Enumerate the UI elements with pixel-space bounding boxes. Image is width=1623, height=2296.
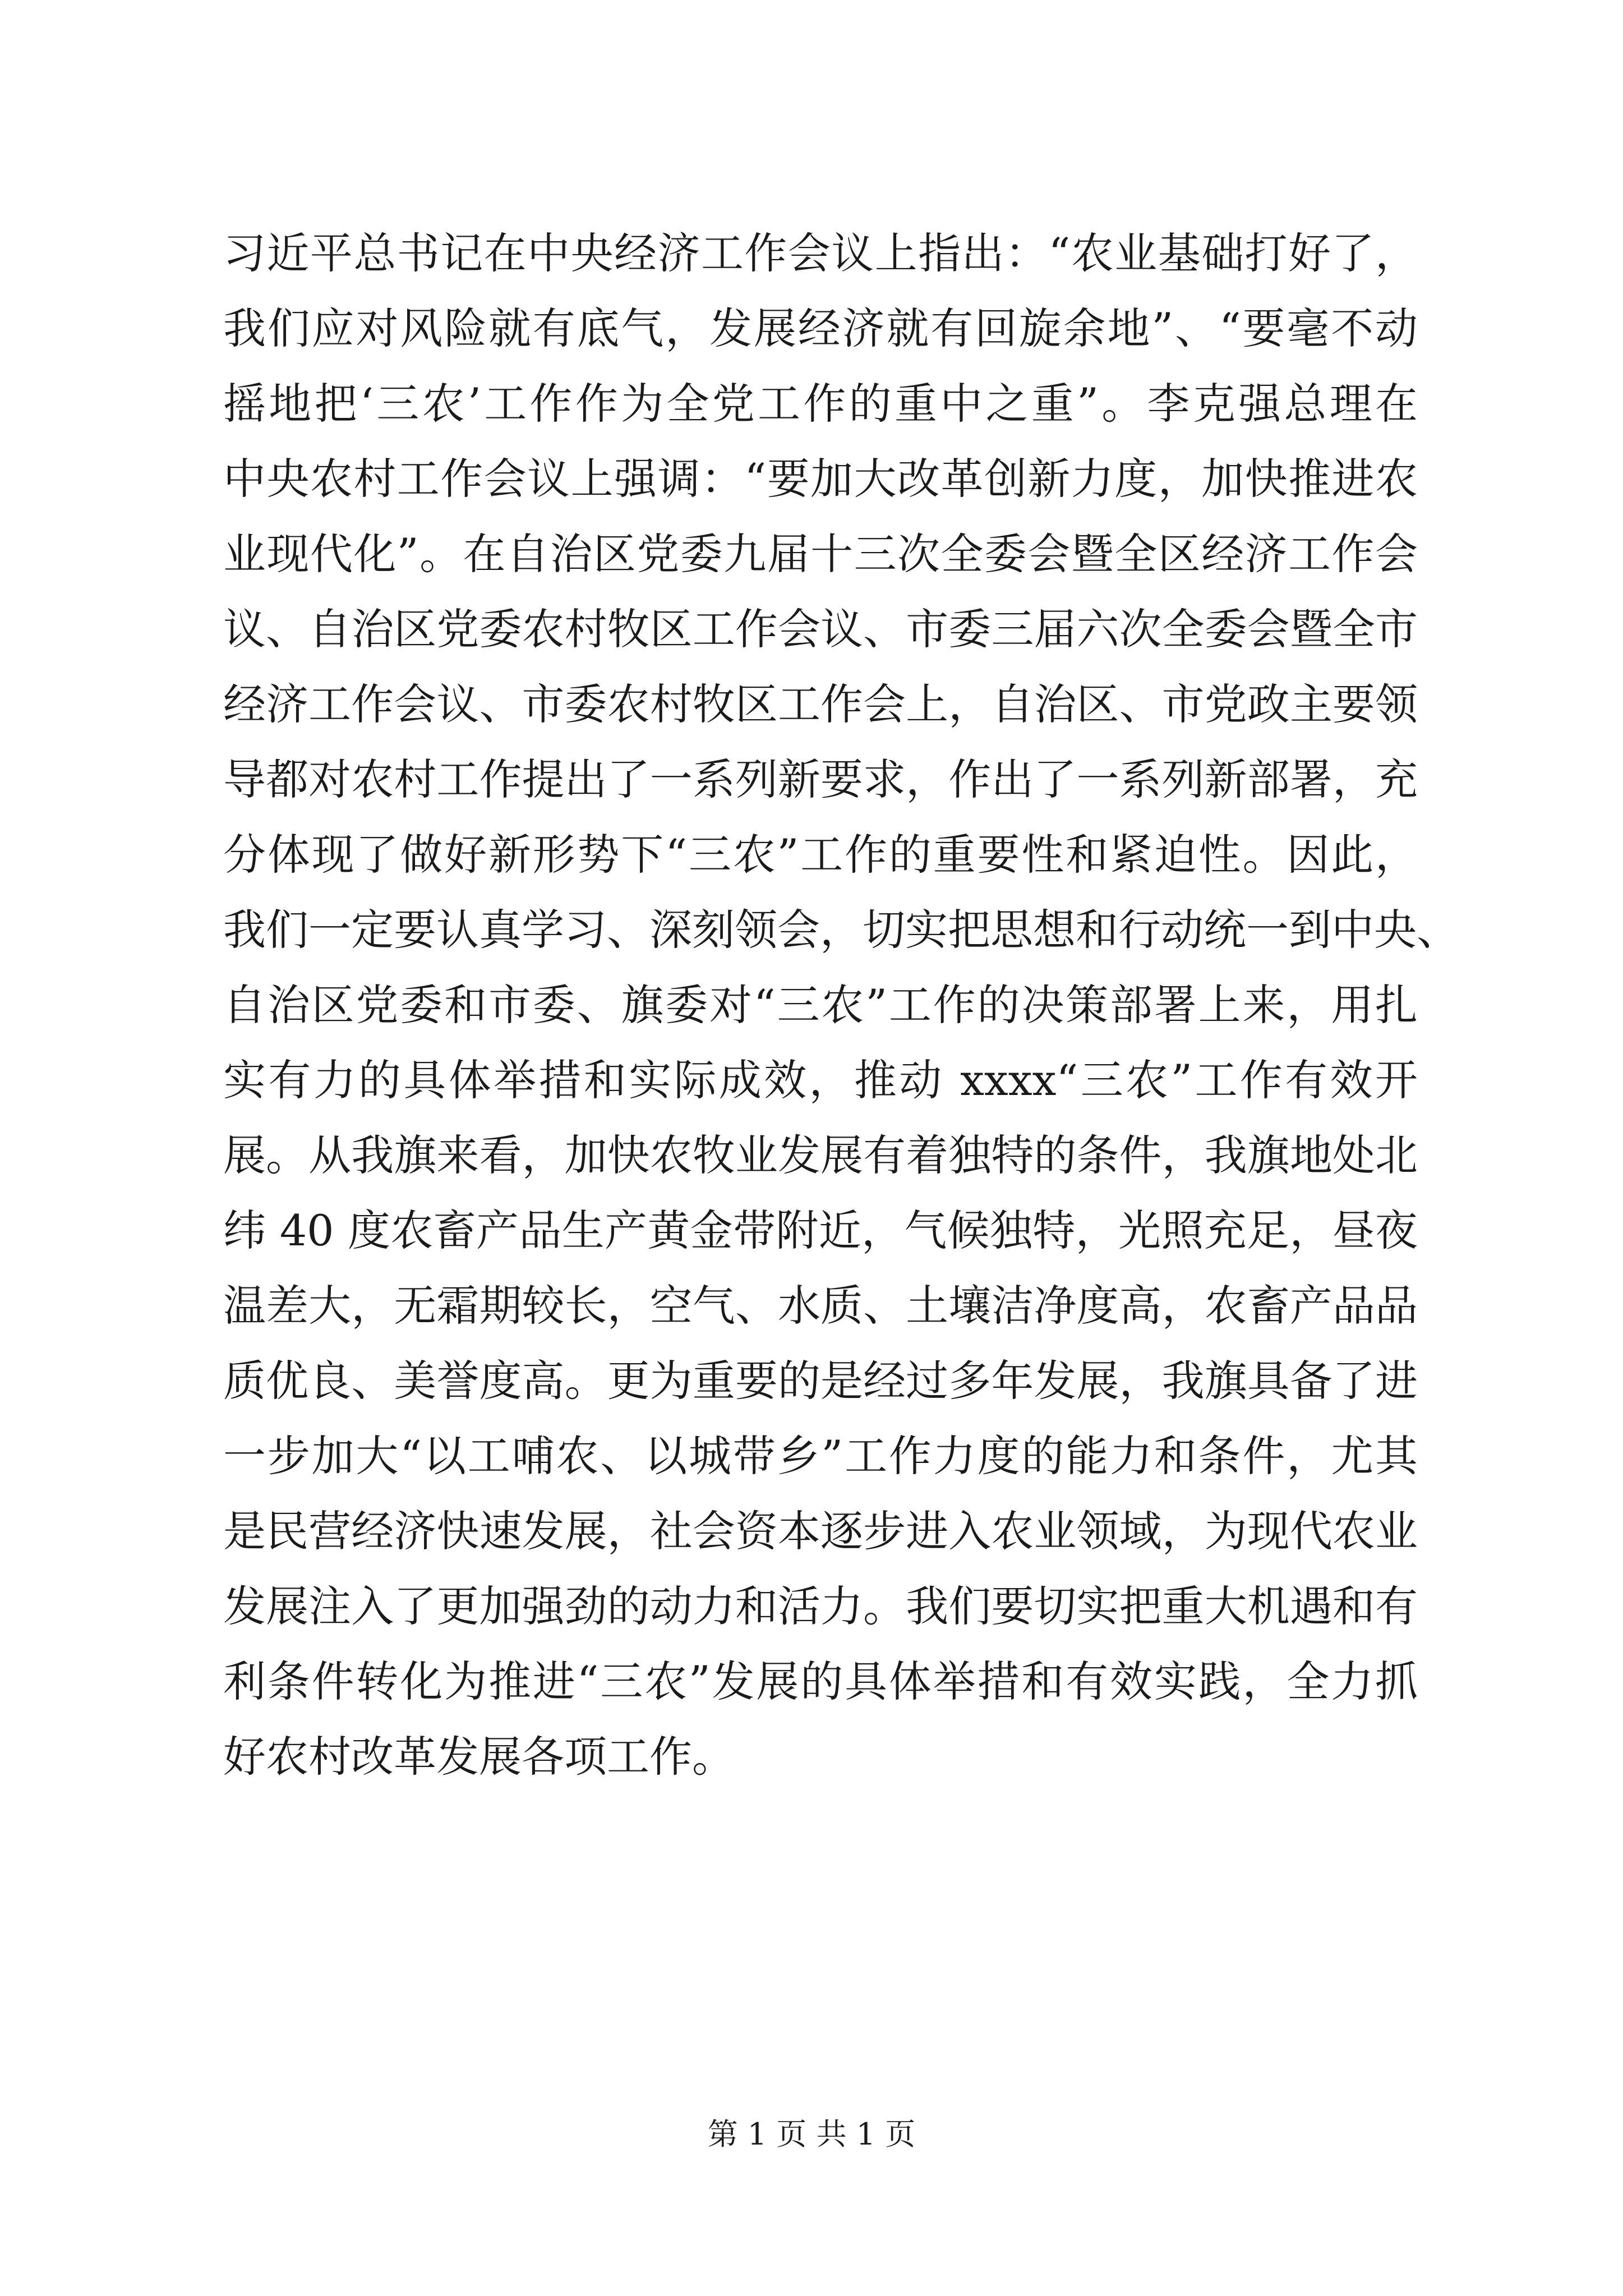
text-line: 经济工作会议、市委农村牧区工作会上，自治区、市党政主要领 [223, 679, 1418, 729]
page-footer: 第 1 页 共 1 页 [707, 2116, 916, 2152]
text-line: 议、自治区党委农村牧区工作会议、市委三届六次全委会暨全市 [223, 604, 1418, 654]
text-line: 导都对农村工作提出了一系列新要求，作出了一系列新部署，充 [223, 754, 1418, 804]
text-line: 中央农村工作会议上强调：“要加大改革创新力度，加快推进农 [223, 454, 1418, 504]
body-paragraph [223, 216, 1459, 1795]
text-line: 实有力的具体举措和实际成效，推动 xxxx“三农”工作有效开 [223, 1055, 1418, 1105]
text-line: 我们应对风险就有底气，发展经济就有回旋余地”、“要毫不动 [223, 303, 1418, 353]
text-line: 我们一定要认真学习、深刻领会，切实把思想和行动统一到中央、 [223, 905, 1459, 955]
text-line: 利条件转化为推进“三农”发展的具体举措和有效实践，全力抓 [223, 1657, 1418, 1706]
text-line: 质优良、美誉度高。更为重要的是经过多年发展，我旗具备了进 [223, 1356, 1418, 1406]
text-line: 分体现了做好新形势下“三农”工作的重要性和紧迫性。因此， [223, 830, 1418, 880]
text-line: 发展注入了更加强劲的动力和活力。我们要切实把重大机遇和有 [223, 1581, 1418, 1631]
text-line: 自治区党委和市委、旗委对“三农”工作的决策部署上来，用扎 [223, 980, 1418, 1030]
text-line: 好农村改革发展各项工作。 [223, 1732, 735, 1782]
text-line: 纬 40 度农畜产品生产黄金带附近，气候独特，光照充足，昼夜 [223, 1205, 1418, 1255]
text-line: 摇地把‘三农’工作作为全党工作的重中之重”。李克强总理在 [223, 379, 1418, 429]
text-line: 温差大，无霜期较长，空气、水质、土壤洁净度高，农畜产品品 [223, 1281, 1418, 1331]
text-line: 是民营经济快速发展，社会资本逐步进入农业领域，为现代农业 [223, 1506, 1418, 1556]
text-line: 一步加大“以工哺农、以城带乡”工作力度的能力和条件，尤其 [223, 1431, 1418, 1481]
text-line: 展。从我旗来看，加快农牧业发展有着独特的条件，我旗地处北 [223, 1130, 1418, 1180]
text-line: 业现代化”。在自治区党委九届十三次全委会暨全区经济工作会 [223, 529, 1418, 579]
text-line: 习近平总书记在中央经济工作会议上指出：“农业基础打好了， [223, 228, 1418, 278]
